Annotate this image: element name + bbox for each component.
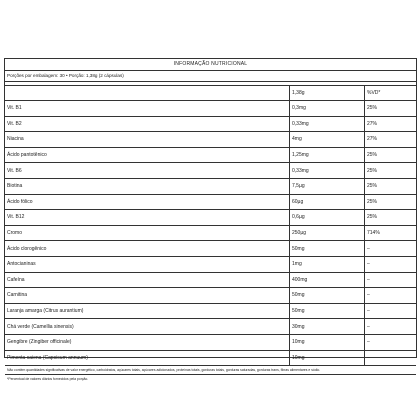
nutrient-name: Vit. B6 [5, 163, 290, 179]
nutrient-name: Biotina [5, 178, 290, 194]
table-row [5, 210, 416, 226]
header-vd: %VD* [365, 86, 417, 101]
nutrient-amount: 50mg [290, 303, 365, 319]
nutrient-amount: 50mg [290, 288, 365, 304]
nutrient-name: Gengibre (Zingiber officinale) [5, 334, 290, 350]
nutrient-vd: – [365, 350, 417, 366]
nutrient-vd: 25% [365, 147, 417, 163]
nutrient-vd: 25% [365, 101, 417, 117]
footer-vd-note: *Percentual de valores diários fornecidos pela porção. [7, 377, 89, 382]
nutrient-amount: 0,3mg [290, 101, 365, 117]
nutrient-amount: 7,5µg [290, 178, 365, 194]
nutrient-vd: – [365, 334, 417, 350]
nutrient-vd: – [365, 256, 417, 272]
table-row [5, 319, 416, 335]
portions-info: Porções por embalagem: 30 • Porção: 1,38g (2 cápsulas) [5, 71, 416, 82]
table-row [5, 132, 416, 148]
nutrient-amount: 400mg [290, 272, 365, 288]
nutrient-vd: – [365, 319, 417, 335]
nutrient-name: Carnitina [5, 288, 290, 304]
table-row [5, 256, 416, 272]
nutrient-amount: 0,33mg [290, 163, 365, 179]
table-row [5, 288, 416, 304]
nutrient-vd: – [365, 241, 417, 257]
table-title: INFORMAÇÃO NUTRICIONAL [5, 59, 416, 71]
nutrient-amount: 30mg [290, 319, 365, 335]
nutrient-vd: – [365, 272, 417, 288]
nutrient-name: Cromo [5, 225, 290, 241]
nutrient-name: Vit. B2 [5, 116, 290, 132]
nutrient-vd: – [365, 303, 417, 319]
table-row [5, 303, 416, 319]
table-row [5, 101, 416, 117]
nutrient-name: Vit. B1 [5, 101, 290, 117]
nutrient-name: Niacina [5, 132, 290, 148]
nutrient-name: Ácido pantotênico [5, 147, 290, 163]
table-row [5, 272, 416, 288]
header-portion: 1,38g [290, 86, 365, 101]
nutrient-amount: 0,6µg [290, 210, 365, 226]
nutrient-name: Laranja amarga (Citrus aurantium) [5, 303, 290, 319]
nutrient-vd: 25% [365, 194, 417, 210]
nutrient-amount: 10mg [290, 350, 365, 366]
table-row [5, 350, 416, 366]
footer-note: Não contém quantidades significativas de valor energético, carboidratos, açúcares totais, açúcares adicionados, proteínas totais, gorduras totais, gorduras saturadas, gorduras trans, fibras alimentares e sódio. [5, 366, 416, 375]
header-nutrient [5, 86, 290, 101]
nutrient-vd: – [365, 288, 417, 304]
nutrient-amount: 250µg [290, 225, 365, 241]
table-row [5, 241, 416, 257]
table-header-row [5, 86, 416, 101]
nutrient-name: Antocianinas [5, 256, 290, 272]
nutrient-vd: 27% [365, 132, 417, 148]
nutrient-vd: 25% [365, 210, 417, 226]
nutrient-vd: 714% [365, 225, 417, 241]
table-row [5, 225, 416, 241]
nutrient-name: Cafeína [5, 272, 290, 288]
nutrient-vd: 25% [365, 178, 417, 194]
nutrient-name: Vit. B12 [5, 210, 290, 226]
nutrient-amount: 0,33mg [290, 116, 365, 132]
table-row [5, 163, 416, 179]
nutrient-name: Ácido fólico [5, 194, 290, 210]
nutrient-amount: 1mg [290, 256, 365, 272]
nutrient-name: Chá verde (Camellia sinensis) [5, 319, 290, 335]
nutrient-vd: 25% [365, 163, 417, 179]
nutrient-table [5, 86, 416, 366]
table-row [5, 147, 416, 163]
nutrient-name: Ácido clorogênico [5, 241, 290, 257]
nutrient-amount: 4mg [290, 132, 365, 148]
nutrient-amount: 50mg [290, 241, 365, 257]
table-row [5, 194, 416, 210]
table-row [5, 334, 416, 350]
nutrition-facts-panel [4, 58, 417, 382]
nutrient-name: Pimenta caiena (Capsicum annuum) [5, 350, 290, 366]
nutrient-amount: 1,25mg [290, 147, 365, 163]
nutrient-amount: 10mg [290, 334, 365, 350]
table-row [5, 116, 416, 132]
table-row [5, 178, 416, 194]
nutrient-amount: 60µg [290, 194, 365, 210]
nutrient-vd: 27% [365, 116, 417, 132]
